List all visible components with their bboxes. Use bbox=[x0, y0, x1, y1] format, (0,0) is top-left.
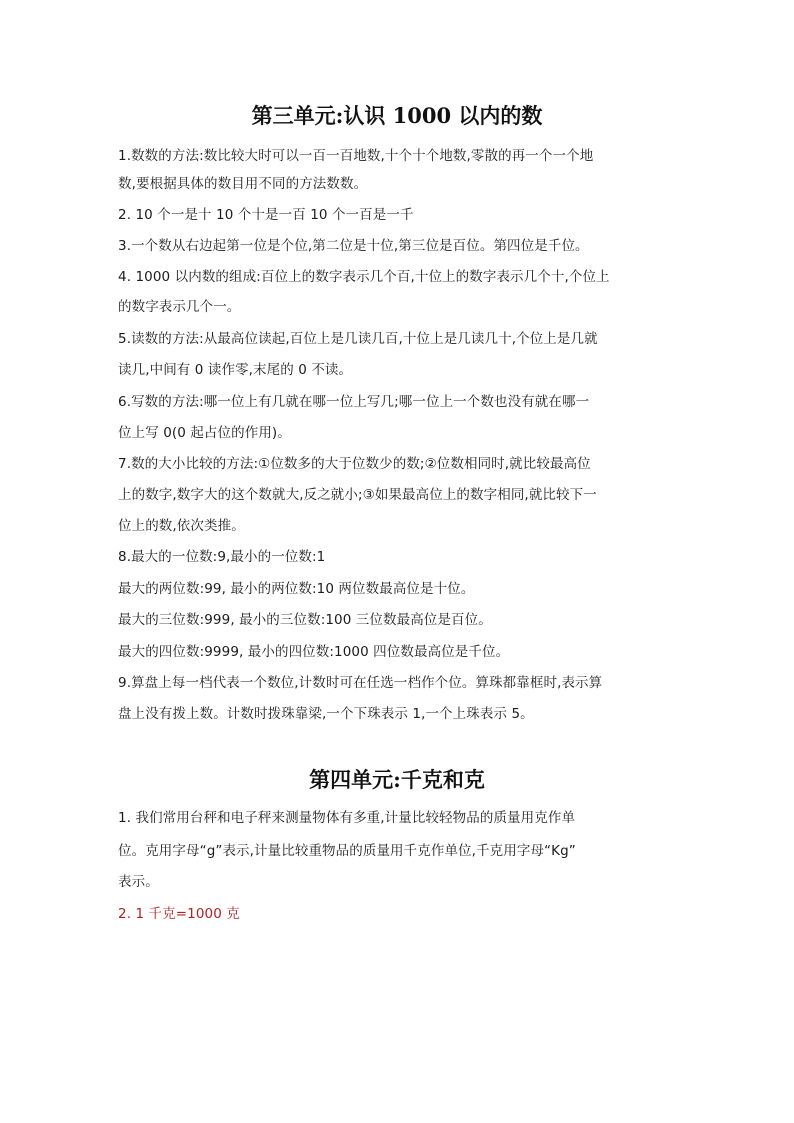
section3-line: 6.写数的方法:哪一位上有几就在哪一位上写几;哪一位上一个数也没有就在哪一 bbox=[118, 394, 590, 410]
section3-line: 3.一个数从右边起第一位是个位,第二位是十位,第三位是百位。第四位是千位。 bbox=[118, 238, 589, 254]
section3-line: 最大的四位数:9999, 最小的四位数:1000 四位数最高位是千位。 bbox=[118, 644, 510, 660]
section3-line: 位上的数,依次类推。 bbox=[118, 518, 245, 534]
section3-line: 最大的三位数:999, 最小的三位数:100 三位数最高位是百位。 bbox=[118, 612, 492, 628]
section3-line: 5.读数的方法:从最高位读起,百位上是几读几百,十位上是几读几十,个位上是几就 bbox=[118, 331, 598, 347]
section3-line: 9.算盘上每一档代表一个数位,计数时可在任选一档作个位。算珠都靠框时,表示算 bbox=[118, 675, 603, 691]
section4-line: 位。克用字母“g”表示,计量比较重物品的质量用千克作单位,千克用字母“Kg” bbox=[118, 843, 576, 859]
section3-line: 读几,中间有 0 读作零,末尾的 0 不读。 bbox=[118, 362, 353, 378]
section3-line: 位上写 0(0 起占位的作用)。 bbox=[118, 425, 291, 441]
section4-line-highlight: 2. 1 千克=1000 克 bbox=[118, 906, 240, 922]
section3-title: 第三单元:认识 1000 以内的数 bbox=[251, 103, 543, 128]
section4-line: 表示。 bbox=[118, 874, 159, 890]
section4-line: 1. 我们常用台秤和电子秤来测量物体有多重,计量比较轻物品的质量用克作单 bbox=[118, 810, 576, 826]
section3-line: 的数字表示几个一。 bbox=[118, 299, 241, 315]
section3-line: 最大的两位数:99, 最小的两位数:10 两位数最高位是十位。 bbox=[118, 581, 475, 597]
section3-line: 2. 10 个一是十 10 个十是一百 10 个一百是一千 bbox=[118, 207, 414, 223]
section3-line: 数,要根据具体的数目用不同的方法数数。 bbox=[118, 176, 368, 192]
section3-line: 7.数的大小比较的方法:①位数多的大于位数少的数;②位数相同时,就比较最高位 bbox=[118, 456, 591, 472]
section3-line: 1.数数的方法:数比较大时可以一百一百地数,十个十个地数,零散的再一个一个地 bbox=[118, 148, 594, 164]
section3-line: 4. 1000 以内数的组成:百位上的数字表示几个百,十位上的数字表示几个十,个位上 bbox=[118, 269, 610, 285]
section4-title: 第四单元:千克和克 bbox=[309, 767, 485, 792]
section3-line: 盘上没有拨上数。计数时拨珠靠梁,一个下珠表示 1,一个上珠表示 5。 bbox=[118, 706, 534, 722]
section3-line: 上的数字,数字大的这个数就大,反之就小;③如果最高位上的数字相同,就比较下一 bbox=[118, 487, 597, 503]
section3-line: 8.最大的一位数:9,最小的一位数:1 bbox=[118, 549, 326, 565]
